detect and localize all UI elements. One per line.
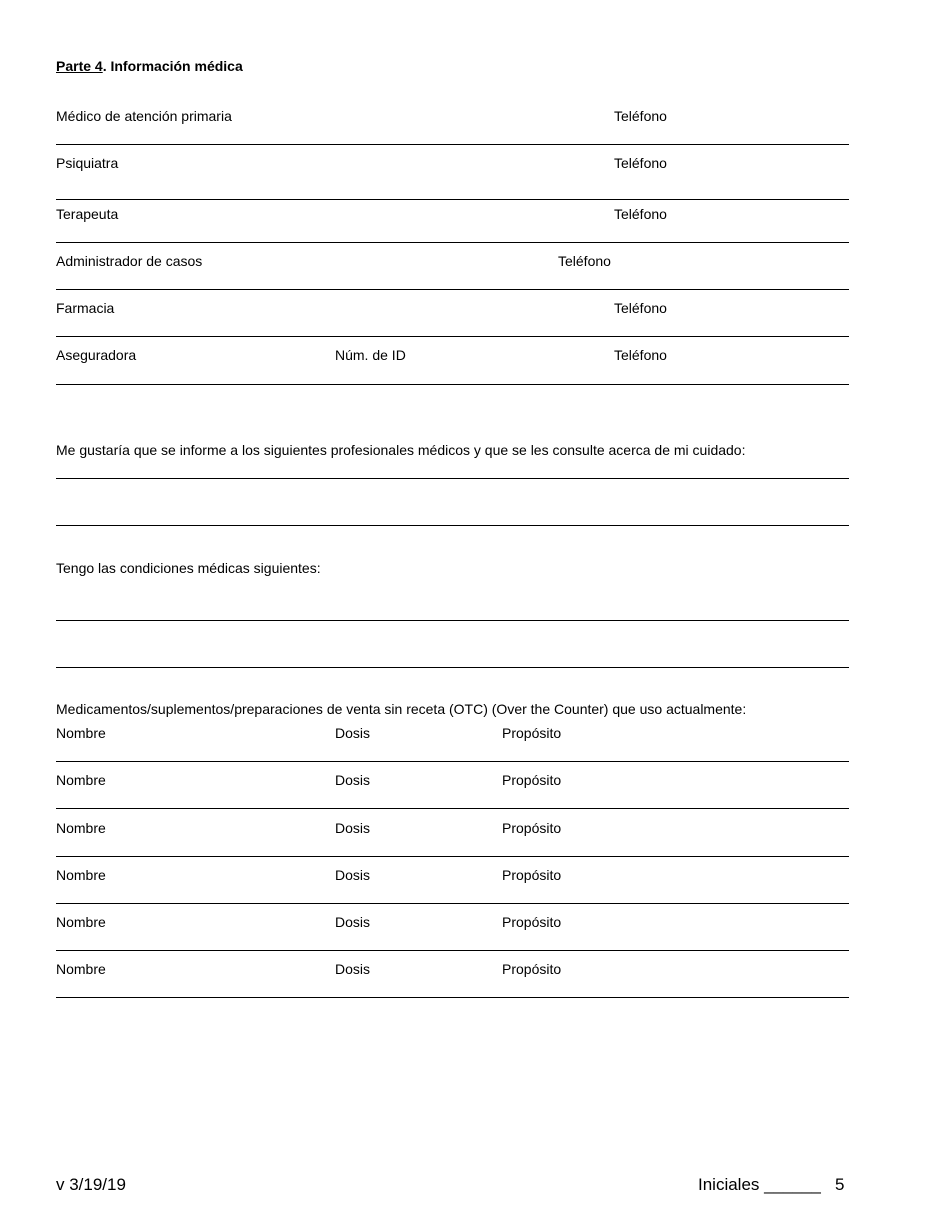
provider-label-psychiatrist: Psiquiatra — [56, 155, 119, 171]
provider-phone-label: Teléfono — [558, 253, 611, 269]
provider-phone-label: Teléfono — [614, 300, 667, 316]
section-title-text: . Información médica — [102, 58, 243, 74]
footer-initials: Iniciales ______ — [698, 1175, 821, 1194]
footer-page-number: 5 — [835, 1175, 845, 1194]
provider-label-insurer: Aseguradora — [56, 347, 137, 363]
provider-phone-label: Teléfono — [614, 347, 667, 363]
medication-dose-label: Dosis — [335, 820, 371, 836]
provider-line-case-manager[interactable] — [56, 289, 849, 290]
consult-line[interactable] — [56, 525, 849, 526]
medication-dose-label: Dosis — [335, 961, 371, 977]
medication-line[interactable] — [56, 808, 849, 809]
consult-line[interactable] — [56, 478, 849, 479]
provider-label-primary-care: Médico de atención primaria — [56, 108, 232, 124]
section-part: Parte 4 — [56, 58, 103, 74]
medication-dose-label: Dosis — [335, 914, 371, 930]
medication-line[interactable] — [56, 856, 849, 857]
medication-purpose-label: Propósito — [502, 961, 562, 977]
footer-version: v 3/19/19 — [56, 1175, 126, 1194]
medication-dose-label: Dosis — [335, 725, 371, 741]
medication-line[interactable] — [56, 903, 849, 904]
provider-line-pharmacy[interactable] — [56, 336, 849, 337]
conditions-line[interactable] — [56, 667, 849, 668]
medication-name-label: Nombre — [56, 867, 106, 883]
conditions-line[interactable] — [56, 620, 849, 621]
medication-line[interactable] — [56, 997, 849, 998]
provider-phone-label: Teléfono — [614, 108, 667, 124]
medication-dose-label: Dosis — [335, 772, 371, 788]
provider-line-psychiatrist[interactable] — [56, 199, 849, 200]
provider-label-case-manager: Administrador de casos — [56, 253, 203, 269]
section-title — [56, 57, 243, 75]
medication-purpose-label: Propósito — [502, 867, 562, 883]
medication-name-label: Nombre — [56, 772, 106, 788]
provider-phone-label: Teléfono — [614, 155, 667, 171]
provider-label-pharmacy: Farmacia — [56, 300, 115, 316]
provider-label-therapist: Terapeuta — [56, 206, 119, 222]
medication-name-label: Nombre — [56, 725, 106, 741]
medication-line[interactable] — [56, 761, 849, 762]
provider-phone-label: Teléfono — [614, 206, 667, 222]
medication-purpose-label: Propósito — [502, 772, 562, 788]
medication-purpose-label: Propósito — [502, 914, 562, 930]
medication-name-label: Nombre — [56, 820, 106, 836]
conditions-prompt: Tengo las condiciones médicas siguientes: — [56, 560, 321, 576]
provider-line-insurer[interactable] — [56, 384, 849, 385]
medication-name-label: Nombre — [56, 914, 106, 930]
medication-purpose-label: Propósito — [502, 725, 562, 741]
medication-purpose-label: Propósito — [502, 820, 562, 836]
medication-name-label: Nombre — [56, 961, 106, 977]
medication-line[interactable] — [56, 950, 849, 951]
consult-prompt: Me gustaría que se informe a los siguientes profesionales médicos y que se les consulte acerca de mi cuidado: — [56, 442, 746, 458]
provider-line-primary-care[interactable] — [56, 144, 849, 145]
provider-line-therapist[interactable] — [56, 242, 849, 243]
provider-id-label: Núm. de ID — [335, 347, 406, 363]
medication-dose-label: Dosis — [335, 867, 371, 883]
medications-prompt: Medicamentos/suplementos/preparaciones de venta sin receta (OTC) (Over the Counter) que uso actualmente: — [56, 701, 747, 717]
